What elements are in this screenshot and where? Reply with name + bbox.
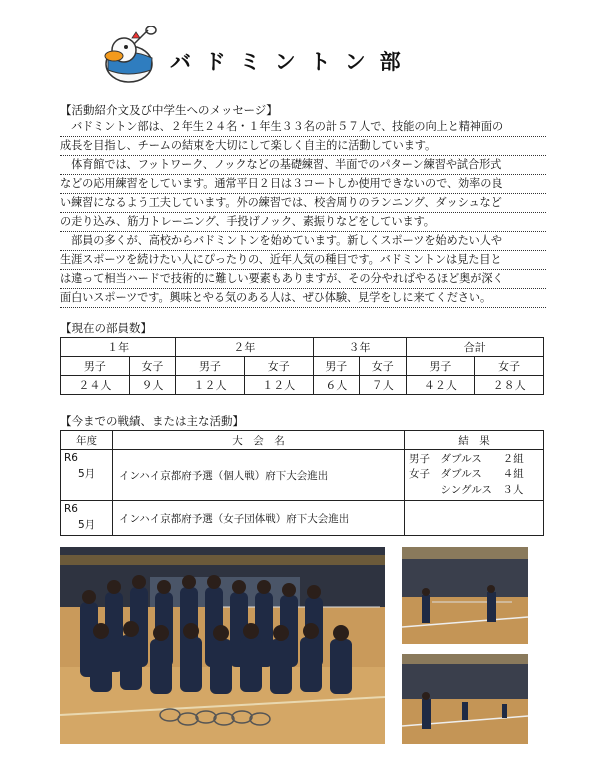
gym-photo [402, 547, 528, 644]
sub-header: 男子 [406, 357, 475, 376]
record-event: インハイ京都府予選（女子団体戦）府下大会進出 [113, 501, 405, 536]
members-table [60, 337, 544, 395]
mascot-illustration [96, 26, 162, 86]
message-line: 体育館では、フットワーク、ノックなどの基礎練習、半面でのパターン練習や試合形式 [60, 156, 546, 175]
member-count: ６人 [313, 376, 359, 395]
message-line: は違って相当ハードで技術的に難しい要素もありますが、その分やればやるほど奥が深く [60, 270, 546, 289]
record-result [405, 501, 544, 536]
group-header: ２年 [176, 338, 313, 357]
record-table [60, 430, 544, 536]
col-header-year: 年度 [61, 431, 113, 450]
message-line: バドミントン部は、２年生２４名・１年生３３名の計５７人で、技能の向上と精神面の [60, 118, 546, 137]
member-count: １２人 [176, 376, 245, 395]
col-header-event: 大 会 名 [113, 431, 405, 450]
message-line: 部員の多くが、高校からバドミントンを始めています。新しくスポーツを始めたい人や [60, 232, 546, 251]
page-title: バドミントン部 [170, 50, 415, 74]
team-photo [60, 547, 385, 744]
member-count: ９人 [129, 376, 175, 395]
record-heading: 【今までの戦績、または主な活動】 [60, 414, 244, 428]
group-header: 合計 [406, 338, 543, 357]
sub-header: 女子 [129, 357, 175, 376]
record-month: 5月 [78, 468, 96, 480]
record-event: インハイ京都府予選（個人戦）府下大会進出 [113, 450, 405, 501]
record-year-cell [61, 501, 113, 536]
sub-header: 女子 [244, 357, 313, 376]
result-line: シングルス ３人 [409, 483, 524, 496]
members-group-row [61, 338, 544, 357]
col-header-result: 結 果 [405, 431, 544, 450]
message-line: の走り込み、筋力トレーニング、手投げノック、素振りなどをしています。 [60, 213, 546, 232]
record-result [405, 450, 544, 501]
gym-photo [402, 654, 528, 744]
message-line: 成長を目指し、チームの結束を大切にして楽しく自主的に活動しています。 [60, 137, 546, 156]
member-count: ７人 [360, 376, 406, 395]
member-count: ４２人 [406, 376, 475, 395]
result-line: 男子 ダブルス ２組 [409, 452, 524, 465]
members-sub-row [61, 357, 544, 376]
sub-header: 女子 [360, 357, 406, 376]
sub-header: 男子 [313, 357, 359, 376]
sub-header: 女子 [475, 357, 544, 376]
record-year: R6 [64, 503, 78, 515]
record-row [61, 450, 544, 501]
message-line: 生涯スポーツを続けたい人にぴったりの、近年人気の種目です。バドミントンは見た目と [60, 251, 546, 270]
member-count: １２人 [244, 376, 313, 395]
members-count-row [61, 376, 544, 395]
record-month: 5月 [78, 519, 96, 531]
record-year: R6 [64, 452, 78, 464]
record-row [61, 501, 544, 536]
sub-header: 男子 [176, 357, 245, 376]
member-count: ２８人 [475, 376, 544, 395]
group-header: ３年 [313, 338, 406, 357]
group-header: １年 [61, 338, 176, 357]
member-count: ２４人 [61, 376, 130, 395]
activity-message [60, 118, 546, 308]
record-header-row [61, 431, 544, 450]
members-heading: 【現在の部員数】 [60, 321, 152, 335]
activity-heading: 【活動紹介文及び中学生へのメッセージ】 [60, 103, 278, 117]
sub-header: 男子 [61, 357, 130, 376]
record-year-cell [61, 450, 113, 501]
result-line: 女子 ダブルス ４組 [409, 468, 524, 481]
message-line: 面白いスポーツです。興味とやる気のある人は、ぜひ体験、見学をしに来てください。 [60, 289, 546, 308]
message-line: い練習になるよう工夫しています。外の練習では、校舎周りのランニング、ダッシュなど [60, 194, 546, 213]
message-line: などの応用練習をしています。通常平日２日は３コートしか使用できないので、効率の良 [60, 175, 546, 194]
